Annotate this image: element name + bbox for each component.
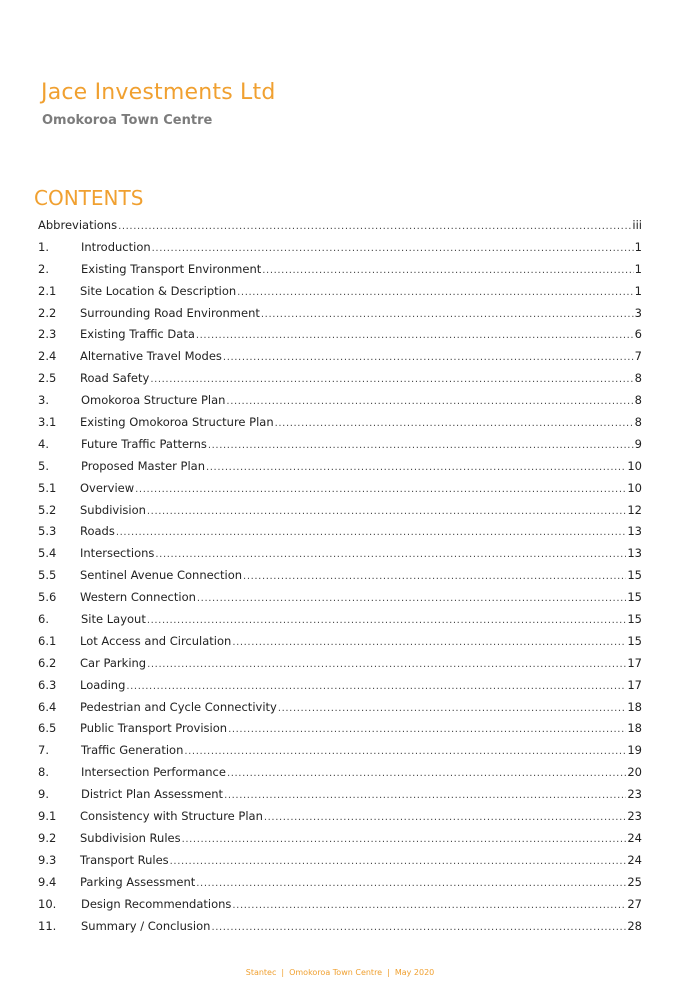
- toc-leader-dots: [228, 719, 626, 740]
- toc-entry-page: 10: [627, 458, 642, 473]
- toc-entry-page: 18: [627, 699, 642, 714]
- toc-entry[interactable]: [38, 478, 642, 500]
- toc-entry[interactable]: [38, 543, 642, 565]
- toc-entry-number: 2.5: [38, 371, 57, 386]
- toc-entry-page: 24: [627, 852, 642, 867]
- toc-leader-dots: [147, 610, 627, 631]
- toc-entry[interactable]: [38, 500, 642, 522]
- toc-entry-number: 1.: [38, 239, 49, 254]
- toc-entry[interactable]: [38, 215, 642, 237]
- toc-leader-dots: [232, 895, 626, 916]
- toc-entry-number: 3.: [38, 393, 49, 408]
- toc-entry[interactable]: [38, 806, 642, 828]
- toc-entry-title: Alternative Travel Modes: [80, 349, 222, 364]
- toc-entry-number: 5.6: [38, 590, 57, 605]
- toc-entry-title: Introduction: [81, 239, 151, 254]
- toc-entry-page: 23: [627, 787, 642, 802]
- toc-entry-number: 9.3: [38, 852, 57, 867]
- toc-entry-title: Abbreviations: [38, 218, 118, 232]
- toc-leader-dots: [155, 544, 626, 565]
- toc-entry-number: 8.: [38, 765, 49, 780]
- toc-entry-number: 2.: [38, 261, 49, 276]
- toc-entry[interactable]: [38, 237, 642, 259]
- toc-entry[interactable]: [38, 521, 642, 543]
- toc-entry[interactable]: [38, 762, 642, 784]
- toc-leader-dots: [126, 676, 626, 697]
- toc-entry-number: 6.4: [38, 699, 57, 714]
- toc-leader-dots: [170, 851, 627, 872]
- toc-entry-page: 10: [627, 480, 642, 495]
- toc-entry-page: 17: [627, 677, 642, 692]
- toc-entry-title: Parking Assessment: [80, 874, 196, 889]
- toc-entry-page: 27: [627, 896, 642, 911]
- toc-entry[interactable]: [38, 916, 642, 938]
- toc-entry[interactable]: [38, 346, 642, 368]
- toc-entry-title: Sentinel Avenue Connection: [80, 568, 243, 583]
- toc-entry-page: 15: [627, 568, 642, 583]
- toc-entry[interactable]: [38, 281, 642, 303]
- toc-entry[interactable]: [38, 434, 642, 456]
- toc-entry[interactable]: [38, 850, 642, 872]
- toc-entry[interactable]: [38, 412, 642, 434]
- toc-entry-title: Transport Rules: [80, 852, 169, 867]
- toc-entry[interactable]: [38, 784, 642, 806]
- toc-leader-dots: [208, 435, 634, 456]
- toc-entry-number: 2.2: [38, 305, 57, 320]
- toc-entry-page: 19: [627, 743, 642, 758]
- toc-entry[interactable]: [38, 740, 642, 762]
- toc-entry-number: 2.3: [38, 327, 57, 342]
- toc-entry-page: 1: [634, 261, 642, 276]
- toc-entry-title: Roads: [80, 524, 115, 539]
- toc-entry-number: 9.2: [38, 830, 57, 845]
- toc-entry[interactable]: [38, 675, 642, 697]
- toc-entry-title: Lot Access and Circulation: [80, 633, 232, 648]
- toc-leader-dots: [152, 238, 634, 259]
- toc-entry-page: 12: [627, 502, 642, 517]
- toc-leader-dots: [196, 873, 626, 894]
- toc-entry[interactable]: [38, 828, 642, 850]
- toc-entry-title: Future Traffic Patterns: [81, 436, 207, 451]
- toc-entry-title: Site Layout: [81, 612, 146, 627]
- toc-entry[interactable]: [38, 894, 642, 916]
- toc-entry-page: 6: [634, 327, 642, 342]
- toc-entry-number: 6.: [38, 612, 49, 627]
- toc-entry-page: 1: [634, 239, 642, 254]
- toc-entry-number: 5.4: [38, 546, 57, 561]
- toc-entry-page: 7: [634, 349, 642, 364]
- toc-leader-dots: [275, 413, 634, 434]
- toc-leader-dots: [147, 501, 626, 522]
- toc-entry-number: 6.1: [38, 633, 57, 648]
- toc-entry-title: Surrounding Road Environment: [80, 305, 260, 320]
- toc-entry-number: 4.: [38, 436, 49, 451]
- toc-entry[interactable]: [38, 324, 642, 346]
- footer-project: Omokoroa Town Centre: [289, 968, 383, 977]
- toc-entry-title: Intersection Performance: [81, 765, 226, 780]
- toc-entry[interactable]: [38, 609, 642, 631]
- toc-entry-number: 2.4: [38, 349, 57, 364]
- toc-entry-number: 6.2: [38, 655, 57, 670]
- table-of-contents: [38, 215, 642, 937]
- toc-leader-dots: [184, 741, 626, 762]
- toc-entry-number: 9.1: [38, 809, 57, 824]
- toc-leader-dots: [243, 566, 626, 587]
- toc-entry[interactable]: [38, 456, 642, 478]
- toc-entry-page: 13: [627, 546, 642, 561]
- toc-entry-title: Pedestrian and Cycle Connectivity: [80, 699, 277, 714]
- toc-entry-title: Consistency with Structure Plan: [80, 809, 263, 824]
- toc-leader-dots: [196, 325, 634, 346]
- toc-leader-dots: [262, 260, 633, 281]
- toc-entry-page: 8: [634, 393, 642, 408]
- toc-entry-page: 18: [627, 721, 642, 736]
- toc-entry-page: 24: [627, 830, 642, 845]
- toc-leader-dots: [206, 457, 626, 478]
- toc-leader-dots: [150, 369, 633, 390]
- footer-company: Stantec: [245, 968, 277, 977]
- toc-entry-number: 5.: [38, 458, 49, 473]
- toc-entry-page: 15: [627, 590, 642, 605]
- toc-leader-dots: [226, 391, 633, 412]
- toc-entry[interactable]: [38, 631, 642, 653]
- company-name: Jace Investments Ltd: [41, 80, 276, 105]
- toc-entry[interactable]: [38, 718, 642, 740]
- toc-leader-dots: [227, 763, 626, 784]
- toc-leader-dots: [197, 588, 626, 609]
- toc-entry-page: 1: [634, 283, 642, 298]
- toc-entry-title: Subdivision: [80, 502, 146, 517]
- toc-leader-dots: [182, 829, 627, 850]
- toc-entry-number: 5.3: [38, 524, 57, 539]
- footer-date: May 2020: [394, 968, 435, 977]
- toc-entry-title: Traffic Generation: [81, 743, 184, 758]
- toc-entry-title: Proposed Master Plan: [81, 458, 205, 473]
- toc-leader-dots: [264, 807, 626, 828]
- toc-entry-title: Public Transport Provision: [80, 721, 228, 736]
- toc-entry-page: 3: [634, 305, 642, 320]
- toc-entry-title: Loading: [80, 677, 126, 692]
- toc-leader-dots: [211, 917, 626, 938]
- toc-entry-title: Intersections: [80, 546, 155, 561]
- toc-entry-number: 5.1: [38, 480, 57, 495]
- footer-separator: |: [387, 968, 390, 977]
- toc-entry-number: 2.1: [38, 283, 57, 298]
- toc-entry-title: Design Recommendations: [81, 896, 232, 911]
- toc-entry-title: Car Parking: [80, 655, 147, 670]
- project-name: Omokoroa Town Centre: [42, 113, 213, 128]
- toc-leader-dots: [261, 304, 634, 325]
- toc-entry-title: Omokoroa Structure Plan: [81, 393, 226, 408]
- toc-entry-page: 28: [627, 918, 642, 933]
- footer-separator: |: [281, 968, 285, 977]
- toc-entry-number: 7.: [38, 743, 49, 758]
- toc-entry-number: 9.: [38, 787, 49, 802]
- toc-leader-dots: [116, 522, 627, 543]
- toc-entry-number: 5.5: [38, 568, 57, 583]
- toc-entry-page: 15: [627, 633, 642, 648]
- page-footer: [0, 968, 680, 977]
- contents-heading: CONTENTS: [34, 186, 144, 210]
- toc-leader-dots: [232, 632, 626, 653]
- toc-entry-page: 17: [627, 655, 642, 670]
- toc-entry-title: Western Connection: [80, 590, 196, 605]
- toc-entry-number: 6.5: [38, 721, 57, 736]
- toc-entry[interactable]: [38, 259, 642, 281]
- toc-entry-number: 10.: [38, 896, 57, 911]
- toc-leader-dots: [135, 479, 626, 500]
- toc-entry[interactable]: [38, 697, 642, 719]
- toc-entry[interactable]: [38, 653, 642, 675]
- toc-entry-title: Summary / Conclusion: [81, 918, 211, 933]
- toc-entry-number: 9.4: [38, 874, 57, 889]
- toc-entry-title: Road Safety: [80, 371, 150, 386]
- toc-entry-page: 8: [634, 415, 642, 430]
- toc-leader-dots: [118, 216, 631, 237]
- toc-leader-dots: [224, 785, 626, 806]
- toc-leader-dots: [147, 654, 626, 675]
- toc-entry-page: iii: [632, 218, 642, 232]
- toc-entry-page: 15: [627, 612, 642, 627]
- toc-entry[interactable]: [38, 872, 642, 894]
- toc-leader-dots: [237, 282, 634, 303]
- toc-entry-number: 6.3: [38, 677, 57, 692]
- toc-entry[interactable]: [38, 565, 642, 587]
- toc-entry-title: District Plan Assessment: [81, 787, 224, 802]
- toc-entry-page: 20: [627, 765, 642, 780]
- toc-entry[interactable]: [38, 303, 642, 325]
- toc-entry-page: 23: [627, 809, 642, 824]
- toc-entry-number: 3.1: [38, 415, 57, 430]
- toc-entry-title: Existing Traffic Data: [80, 327, 195, 342]
- toc-leader-dots: [278, 698, 627, 719]
- toc-entry-number: 5.2: [38, 502, 57, 517]
- toc-entry-number: 11.: [38, 918, 57, 933]
- toc-entry-title: Subdivision Rules: [80, 830, 181, 845]
- toc-entry-page: 9: [634, 436, 642, 451]
- toc-entry-page: 13: [627, 524, 642, 539]
- toc-entry[interactable]: [38, 390, 642, 412]
- toc-leader-dots: [223, 347, 634, 368]
- toc-entry-title: Site Location & Description: [80, 283, 237, 298]
- toc-entry-title: Existing Transport Environment: [81, 261, 262, 276]
- toc-entry[interactable]: [38, 587, 642, 609]
- toc-entry[interactable]: [38, 368, 642, 390]
- toc-entry-page: 8: [634, 371, 642, 386]
- toc-entry-title: Existing Omokoroa Structure Plan: [80, 415, 274, 430]
- toc-entry-title: Overview: [80, 480, 135, 495]
- toc-entry-page: 25: [627, 874, 642, 889]
